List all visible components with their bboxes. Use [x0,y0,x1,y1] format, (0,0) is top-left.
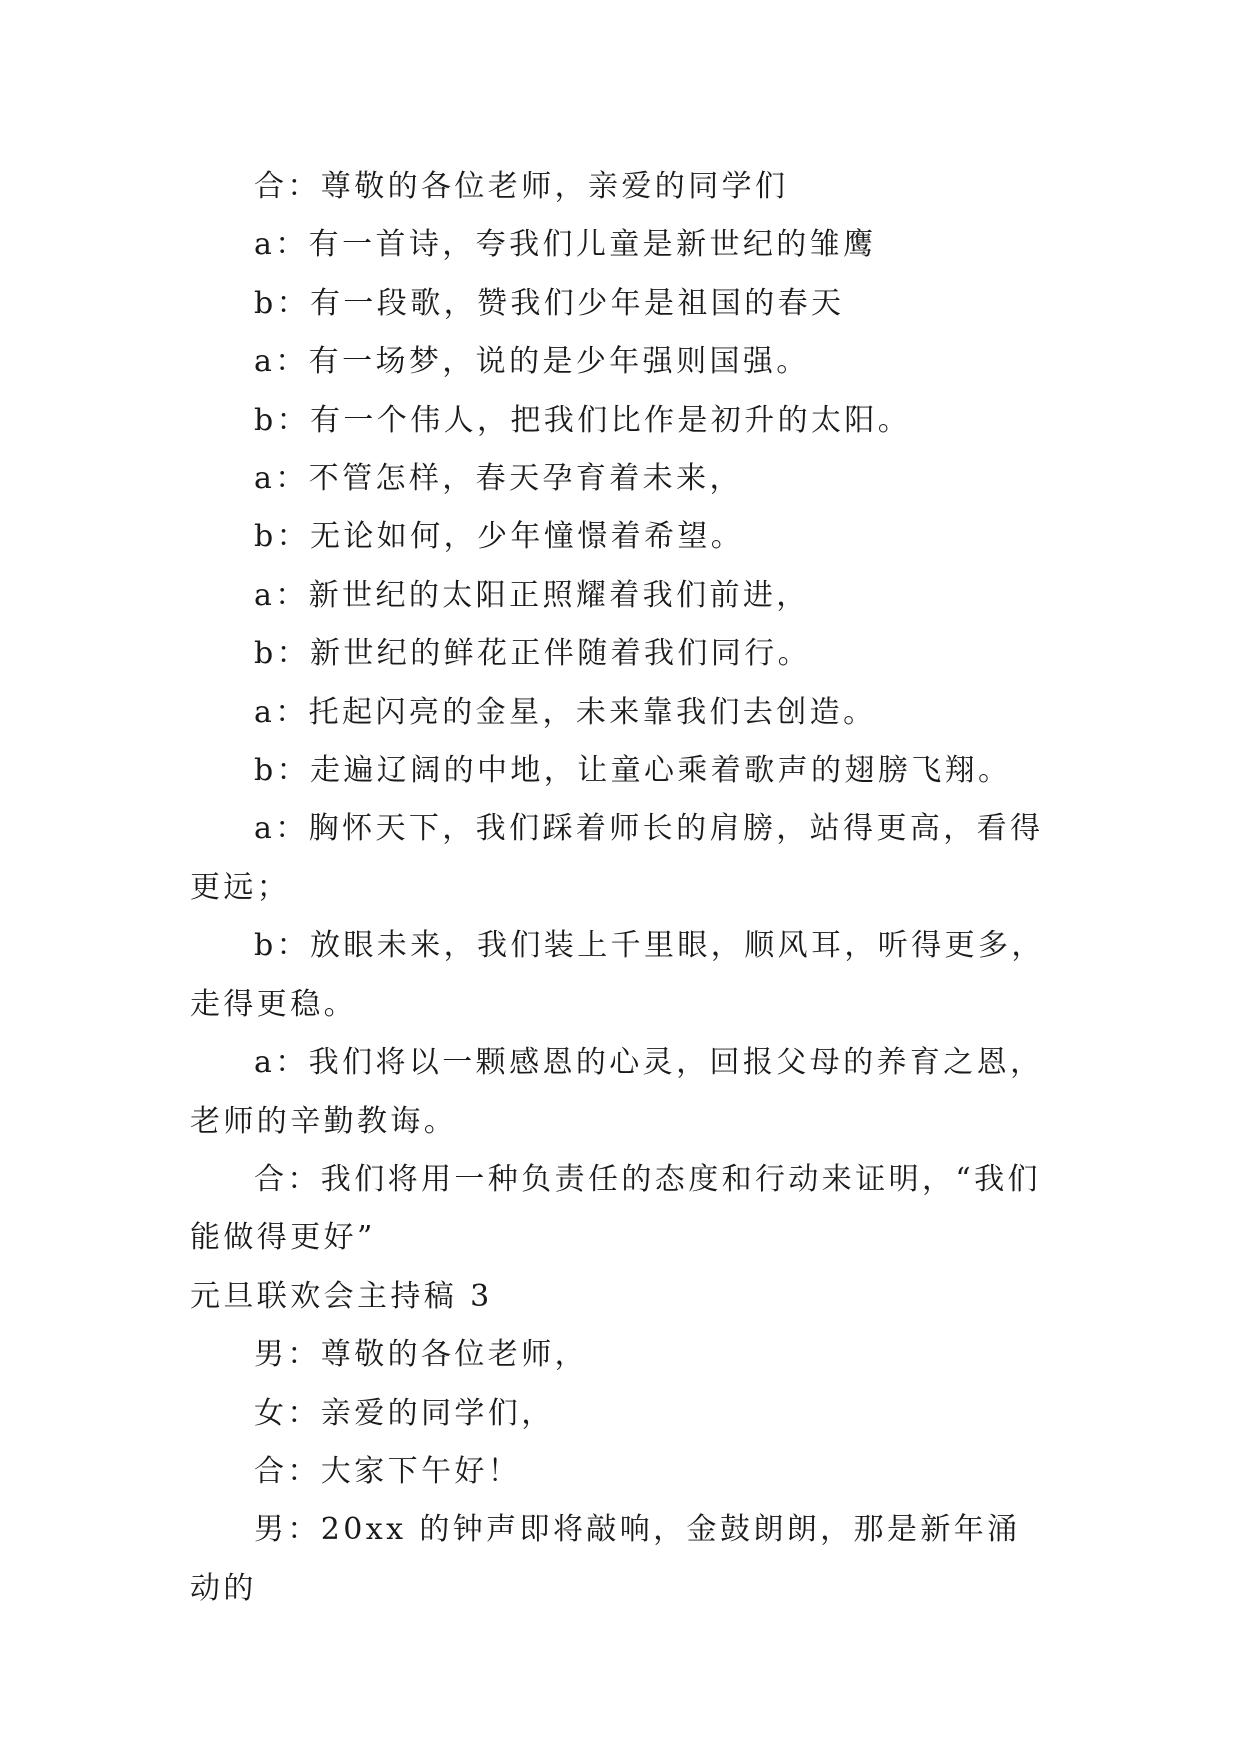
script-line: 女：亲爱的同学们， [254,1395,555,1431]
script-line: 男：尊敬的各位老师， [254,1337,588,1373]
script-line: b：有一个伟人，把我们比作是初升的太阳。 [254,402,912,438]
script-line: a：我们将以一颗感恩的心灵，回报父母的养育之恩，老师的辛勤教诲。 [190,1045,1044,1139]
script-line: b：走遍辽阔的中地，让童心乘着歌声的翅膀飞翔。 [254,753,1012,789]
script-line: 男：20xx 的钟声即将敲响，金鼓朗朗，那是新年涌动的 [190,1512,1021,1606]
script-line: b：无论如何，少年憧憬着希望。 [254,519,745,555]
script-line: b：有一段歌，赞我们少年是祖国的春天 [254,285,845,321]
script-line: 合：大家下午好！ [254,1453,522,1489]
section-heading: 元旦联欢会主持稿 3 [190,1278,493,1314]
script-line: a：不管怎样，春天孕育着未来， [254,461,743,497]
script-line: a：有一首诗，夸我们儿童是新世纪的雏鹰 [254,227,877,263]
script-line: a：胸怀天下，我们踩着师长的肩膀，站得更高，看得更远； [190,811,1044,905]
script-line: b：放眼未来，我们装上千里眼，顺风耳，听得更多，走得更稳。 [190,928,1045,1022]
script-line: 合：我们将用一种负责任的态度和行动来证明，“我们能做得更好” [190,1161,1041,1256]
script-line: 合：尊敬的各位老师，亲爱的同学们 [254,169,789,204]
script-line: a：新世纪的太阳正照耀着我们前进， [254,577,810,613]
script-line: a：有一场梦，说的是少年强则国强。 [254,344,810,380]
script-line: b：新世纪的鲜花正伴随着我们同行。 [254,636,812,672]
document-body [190,158,1050,1618]
script-line: a：托起闪亮的金星，未来靠我们去创造。 [254,694,877,730]
